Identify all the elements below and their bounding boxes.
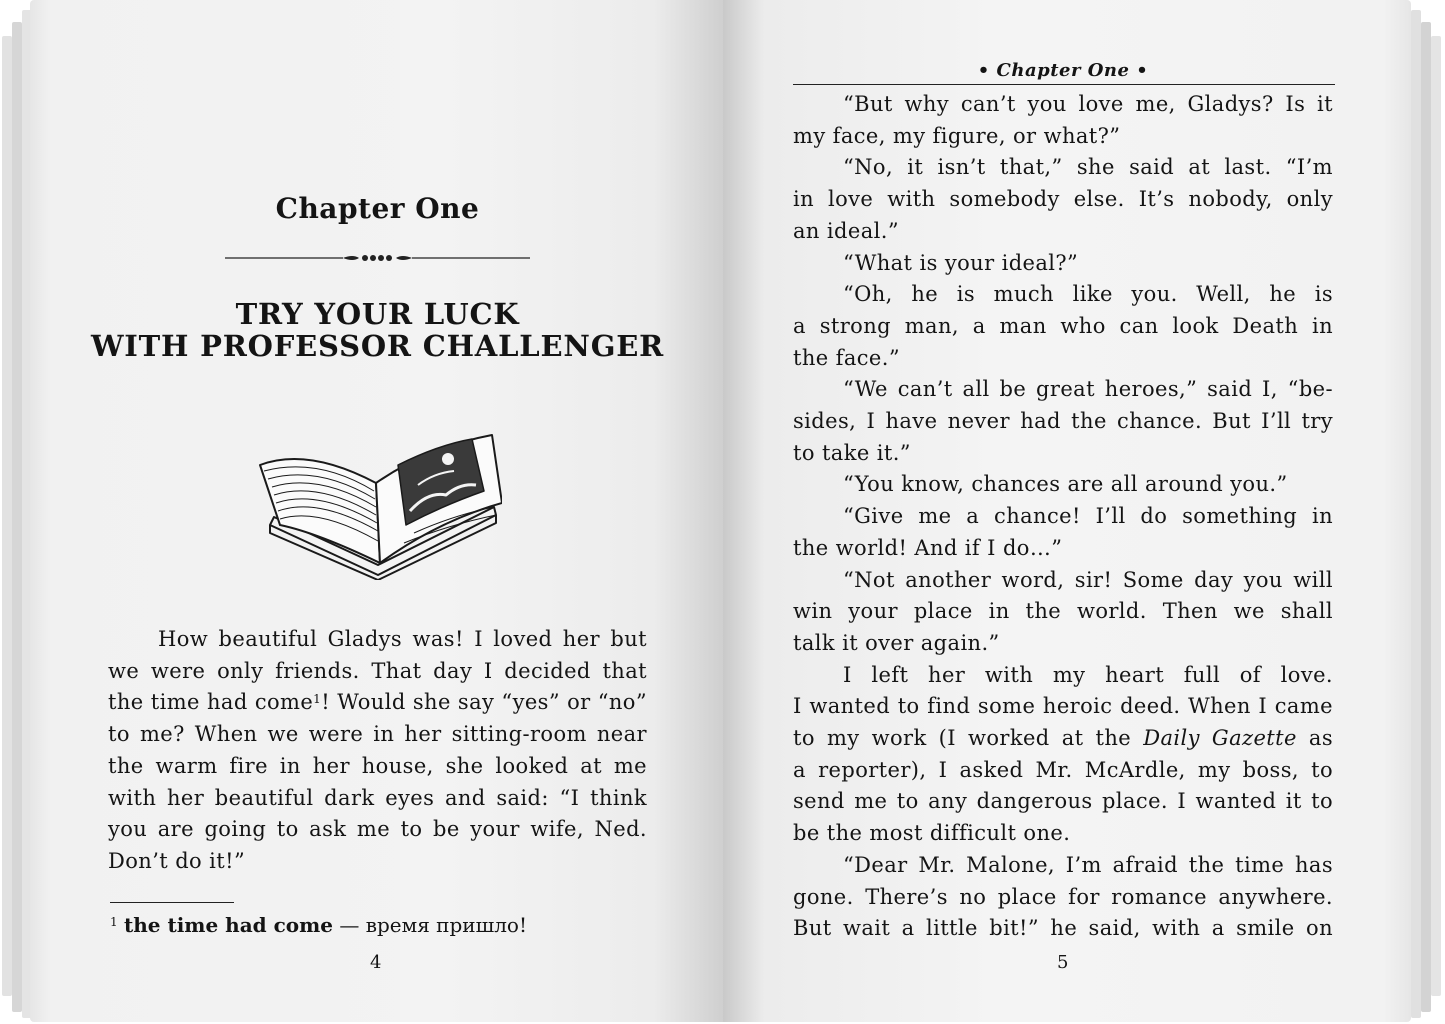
body-line: “But why can’t you love me, Gladys? Is it xyxy=(843,92,1333,116)
body-line: the world! And if I do…” xyxy=(793,535,1063,560)
story-title-line-1: TRY YOUR LUCK xyxy=(235,297,520,331)
left-page-stack-edge xyxy=(2,36,12,996)
body-line: talk it over again.” xyxy=(793,630,1000,655)
body-line-text: as xyxy=(1296,726,1333,751)
footnote-divider xyxy=(110,902,234,903)
footnote-anchor-text: the time had come xyxy=(108,690,314,715)
page-number-right: 5 xyxy=(1057,952,1069,973)
left-page-stack-edge-inner xyxy=(12,22,22,1012)
body-line: How beautiful Gladys was! I loved her but xyxy=(158,627,647,651)
body-line: the face.” xyxy=(793,345,900,370)
body-line-text: to my work (I worked at the xyxy=(793,726,1144,751)
body-line: “Oh, he is much like you. Well, he is xyxy=(843,282,1333,307)
right-page-stack-edge-inner xyxy=(1421,22,1431,1012)
body-line: “We can’t all be great heroes,” said I, “be- xyxy=(843,377,1333,402)
body-line: you are going to ask me to be your wife, Ned. xyxy=(108,817,647,842)
right-page-body xyxy=(793,89,1333,945)
body-line: we were only friends. That day I decided that xyxy=(108,658,647,683)
footnote-translation: — время пришло! xyxy=(339,913,528,937)
body-line: I left her with my heart full of love. xyxy=(843,662,1333,687)
running-head: • Chapter One • xyxy=(977,60,1149,81)
right-page xyxy=(723,0,1411,1022)
body-line: a reporter), I asked Mr. McArdle, my boss, to xyxy=(793,757,1333,782)
body-line: be the most difficult one. xyxy=(793,821,1071,846)
body-line: “What is your ideal?” xyxy=(843,250,1079,275)
running-head-rule xyxy=(793,84,1335,85)
open-book-icon xyxy=(258,425,502,580)
footnote-term: the time had come xyxy=(124,913,334,937)
page-number-left: 4 xyxy=(370,952,382,973)
body-line: “Dear Mr. Malone, I’m afraid the time has xyxy=(843,852,1333,877)
body-line: in love with somebody else. It’s nobody, only xyxy=(793,187,1333,212)
body-line: gone. There’s no place for romance anywhere. xyxy=(793,884,1333,909)
ornament-divider-icon xyxy=(225,248,530,268)
body-line: the warm fire in her house, she looked at me xyxy=(108,753,647,778)
newspaper-title: Daily Gazette xyxy=(1143,726,1297,751)
body-line: “Not another word, sir! Some day you will xyxy=(843,567,1333,592)
story-title-line-2: WITH PROFESSOR CHALLENGER xyxy=(90,329,665,363)
body-line: send me to any dangerous place. I wanted it to xyxy=(793,789,1333,814)
right-page-stack-edge xyxy=(1431,36,1441,996)
body-line-with-footnote xyxy=(108,687,647,719)
body-line: to me? When we were in her sitting-room near xyxy=(108,722,647,747)
body-line-rest: ! Would she say “yes” or “no” xyxy=(321,690,647,715)
body-line: sides, I have never had the chance. But I’ll try xyxy=(793,409,1333,434)
footnote-ref: 1 xyxy=(313,692,322,707)
body-line: “Give me a chance! I’ll do something in xyxy=(843,504,1333,529)
body-line: my face, my figure, or what?” xyxy=(793,123,1121,148)
footnote-marker: 1 xyxy=(110,915,118,929)
body-line: Don’t do it!” xyxy=(108,848,246,873)
right-page-stack-edge-top xyxy=(1411,10,1421,1018)
body-line: an ideal.” xyxy=(793,218,899,243)
body-line: I wanted to find some heroic deed. When I came xyxy=(793,694,1333,719)
body-line: win your place in the world. Then we shall xyxy=(793,599,1333,624)
body-line: with her beautiful dark eyes and said: “I think xyxy=(108,785,647,810)
story-title xyxy=(80,298,675,362)
body-line: “You know, chances are all around you.” xyxy=(843,472,1288,497)
body-line: But wait a little bit!” he said, with a smile on xyxy=(793,916,1333,941)
chapter-heading: Chapter One xyxy=(275,192,480,225)
body-line xyxy=(793,723,1333,755)
footnote xyxy=(110,913,527,937)
body-line: “No, it isn’t that,” she said at last. “I’m xyxy=(843,155,1333,180)
body-line: to take it.” xyxy=(793,440,911,465)
left-page-body xyxy=(108,624,647,878)
body-line: a strong man, a man who can look Death in xyxy=(793,313,1333,338)
left-page xyxy=(30,0,723,1022)
